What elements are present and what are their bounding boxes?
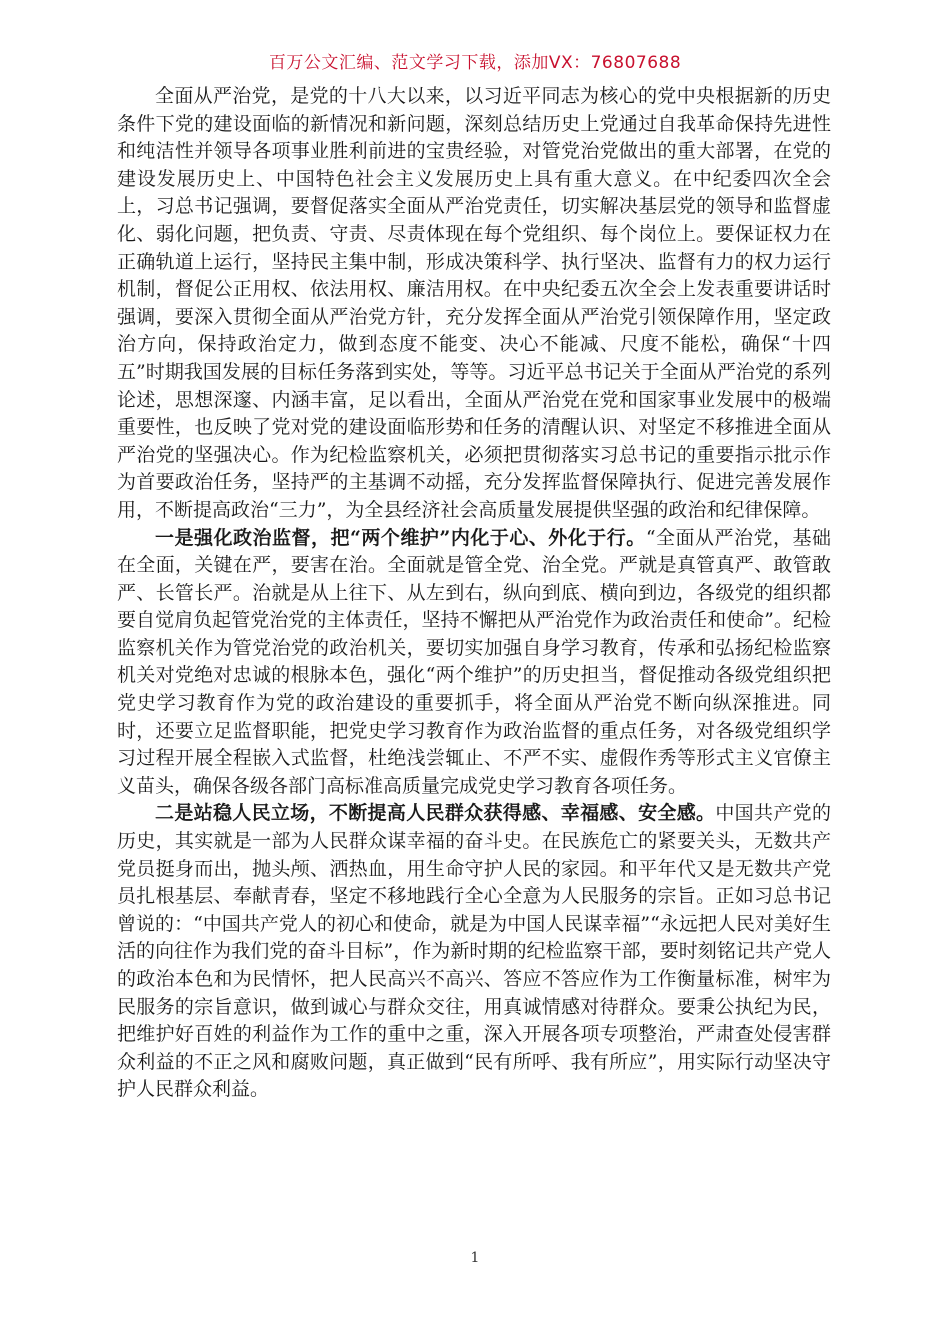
paragraph-people-stance xyxy=(117,800,831,1104)
paragraph-lead: 二是站稳人民立场，不断提高人民群众获得感、幸福感、安全感。 xyxy=(155,802,716,825)
paragraph-lead: 一是强化政治监督，把“两个维护”内化于心、外化于行。 xyxy=(155,526,646,549)
download-banner: 百万公文汇编、范文学习下载，添加VX：76807688 xyxy=(268,53,682,73)
document-body xyxy=(117,83,831,1104)
paragraph-text: 中国共产党的历史，其实就是一部为人民群众谋幸福的奋斗史。在民族危亡的紧要关头，无数共产党员挺身而出，抛头颅、洒热血，用生命守护人民的家园。和平年代又是无数共产党员扎根基层、奉献青春，坚定不移地践行全心全意为人民服务的宗旨。正如习总书记曾说的：“中国共产党人的初心和使命，就是为中国人民谋幸福”“永远把人民对美好生活的向往作为我们党的奋斗目标”，作为新时期的纪检监察干部，要时刻铭记共产党人的政治本色和为民情怀，把人民高兴不高兴、答应不答应作为工作衡量标准，树牢为民服务的宗旨意识，做到诚心与群众交往，用真诚情感对待群众。要秉公执纪为民，把维护好百姓的利益作为工作的重中之重，深入开展各项专项整治，严肃查处侵害群众利益的不正之风和腐败问题，真正做到“民有所呼、我有所应”，用实际行动坚决守护人民群众利益。 xyxy=(117,802,831,1101)
paragraph-text: “全面从严治党，基础在全面，关键在严，要害在治。全面就是管全党、治全党。严就是真管真严、敢管敢严、长管长严。治就是从上往下、从左到右，纵向到底、横向到边，各级党的组织都要自觉肩负起管党治党的主体责任，坚持不懈把从严治党作为政治责任和使命”。纪检监察机关作为管党治党的政治机关，要切实加强自身学习教育，传承和弘扬纪检监察机关对党绝对忠诚的根脉本色，强化“两个维护”的历史担当，督促推动各级党组织把党史学习教育作为党的政治建设的重要抓手，将全面从严治党不断向纵深推进。同时，还要立足监督职能，把党史学习教育作为政治监督的重点任务，对各级党组织学习过程开展全程嵌入式监督，杜绝浅尝辄止、不严不实、虚假作秀等形式主义官僚主义苗头，确保各级各部门高标准高质量完成党史学习教育各项任务。 xyxy=(117,526,832,797)
paragraph-text: 全面从严治党，是党的十八大以来，以习近平同志为核心的党中央根据新的历史条件下党的建设面临的新情况和新问题，深刻总结历史上党通过自我革命保持先进性和纯洁性并领导各项事业胜利前进的宝贵经验，对管党治党做出的重大部署，在党的建设发展历史上、中国特色社会主义发展历史上具有重大意义。在中纪委四次全会上，习总书记强调，要督促落实全面从严治党责任，切实解决基层党的领导和监督虚化、弱化问题，把负责、守责、尽责体现在每个党组织、每个岗位上。要保证权力在正确轨道上运行，坚持民主集中制，形成决策科学、执行坚决、监督有力的权力运行机制，督促公正用权、依法用权、廉洁用权。在中央纪委五次全会上发表重要讲话时强调，要深入贯彻全面从严治党方针，充分发挥全面从严治党引领保障作用，坚定政治方向，保持政治定力，做到态度不能变、决心不能减、尺度不能松，确保“十四五”时期我国发展的目标任务落到实处，等等。习近平总书记关于全面从严治党的系列论述，思想深邃、内涵丰富，足以看出，全面从严治党在党和国家事业发展中的极端重要性，也反映了党对党的建设面临形势和任务的清醒认识、对坚定不移推进全面从严治党的坚强决心。作为纪检监察机关，必须把贯彻落实习总书记的重要指示批示作为首要政治任务，坚持严的主基调不动摇，充分发挥监督保障执行、促进完善发展作用，不断提高政治“三力”，为全县经济社会高质量发展提供坚强的政治和纪律保障。 xyxy=(117,85,831,521)
paragraph-intro xyxy=(117,83,831,525)
paragraph-political-supervision xyxy=(117,525,831,801)
page-number: 1 xyxy=(470,1250,480,1266)
